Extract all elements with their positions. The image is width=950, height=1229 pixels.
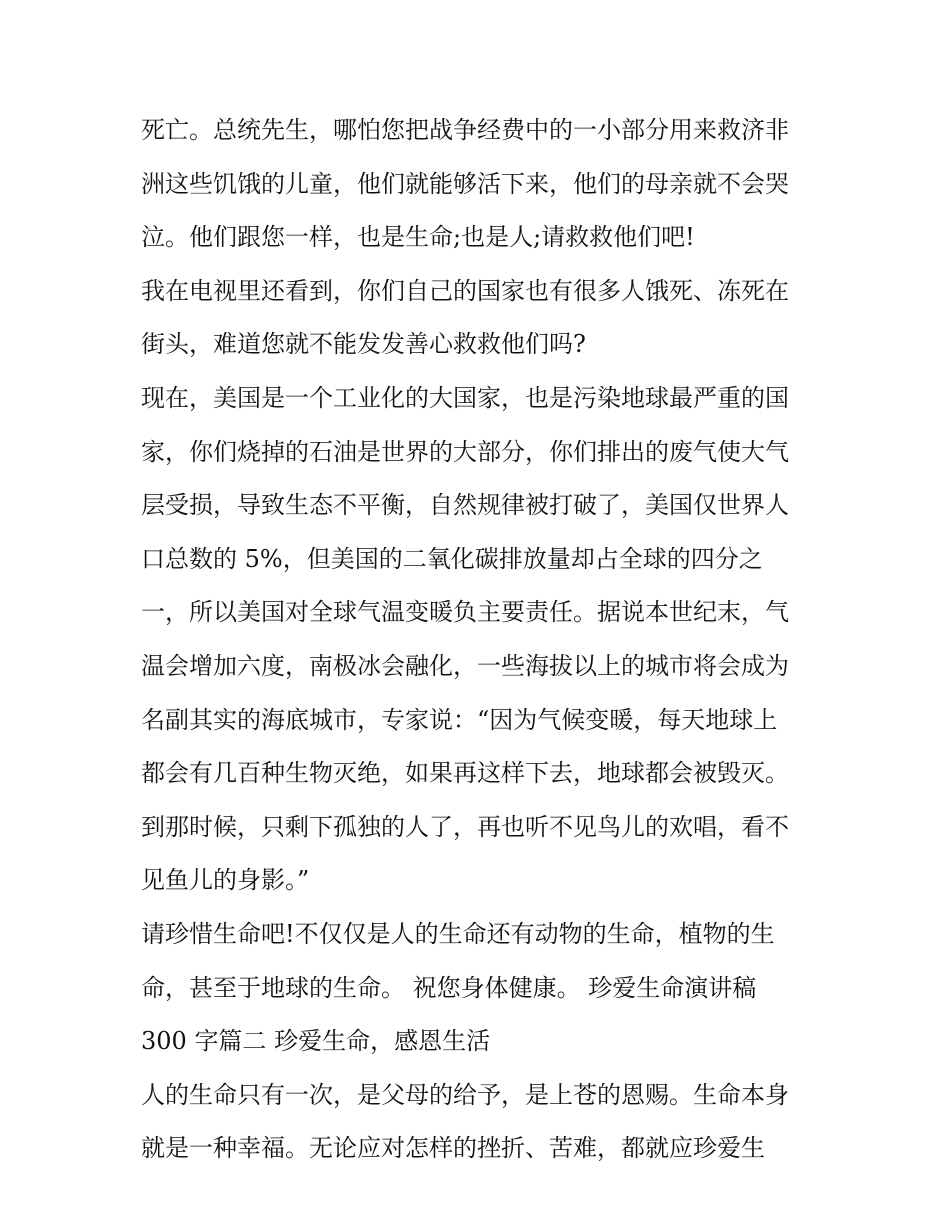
text-line: 泣。他们跟您一样，也是生命;也是人;请救救他们吧! [141,223,695,252]
text-line: 300 字篇二 珍爱生命，感恩生活 [141,1027,491,1056]
text-line: 命，甚至于地球的生命。 祝您身体健康。 珍爱生命演讲稿 [141,973,757,1002]
text-line: 就是一种幸福。无论应对怎样的挫折、苦难，都就应珍爱生 [141,1134,765,1163]
text-line: 层受损，导致生态不平衡，自然规律被打破了，美国仅世界人 [141,491,789,520]
text-line: 家，你们烧掉的石油是世界的大部分，你们排出的废气使大气 [141,437,789,466]
text-line: 一，所以美国对全球气温变暖负主要责任。据说本世纪末，气 [141,598,789,627]
text-line: 见鱼儿的身影。” [141,866,310,895]
text-line: 死亡。总统先生，哪怕您把战争经费中的一小部分用来救济非 [141,116,789,144]
text-line: 都会有几百种生物灭绝，如果再这样下去，地球都会被毁灭。 [141,759,789,788]
text-line: 洲这些饥饿的儿童，他们就能够活下来，他们的母亲就不会哭 [141,169,789,198]
text-line: 我在电视里还看到，你们自己的国家也有很多人饿死、冻死在 [141,276,789,305]
text-line: 人的生命只有一次，是父母的给予，是上苍的恩赐。生命本身 [141,1080,789,1109]
text-line: 到那时候，只剩下孤独的人了，再也听不见鸟儿的欢唱，看不 [141,812,789,841]
text-line: 名副其实的海底城市，专家说：“因为气候变暖，每天地球上 [141,705,778,734]
text-line: 口总数的 5%，但美国的二氧化碳排放量却占全球的四分之 [141,544,763,573]
text-line: 请珍惜生命吧!不仅仅是人的生命还有动物的生命，植物的生 [141,919,775,948]
body-text [141,104,841,1176]
text-line: 温会增加六度，南极冰会融化，一些海拔以上的城市将会成为 [141,651,789,680]
text-line: 街头，难道您就不能发发善心救救他们吗? [141,330,586,359]
text-line: 现在，美国是一个工业化的大国家，也是污染地球最严重的国 [141,383,789,412]
